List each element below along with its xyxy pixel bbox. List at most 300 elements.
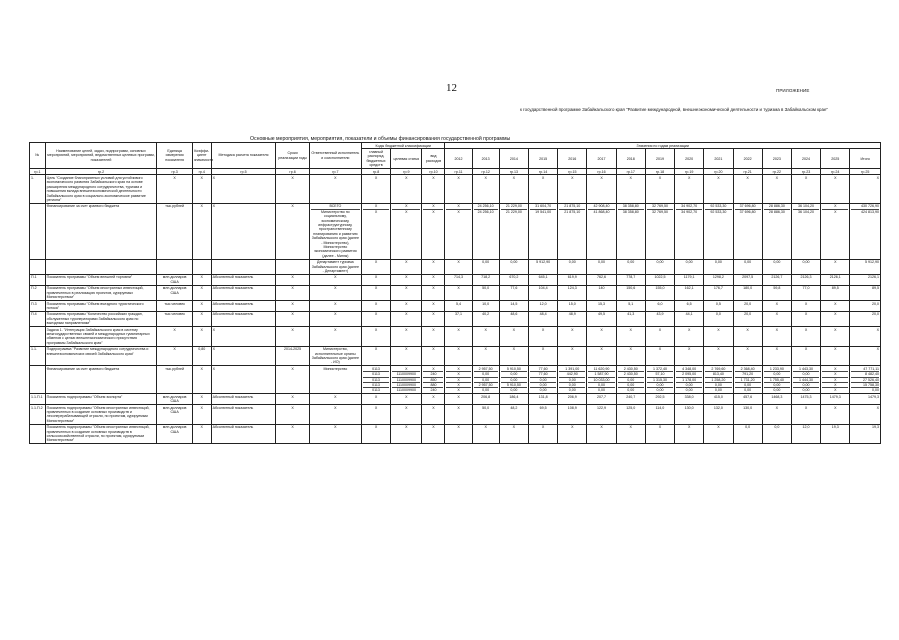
cell-method: X [211,346,276,366]
cell-part: 0,00 [588,387,614,392]
column-number: гр.10 [422,169,445,175]
cell-value [499,366,528,394]
cell-part: 0,00 [474,387,498,392]
column-number: гр.18 [645,169,674,175]
column-number: гр.20 [704,169,733,175]
cell-value: X [472,327,499,347]
cell-part: 21 229,00 [501,209,527,214]
cell-part: 5 910,50 [506,366,521,371]
cell-value: 59,8 [762,285,791,300]
cell-name: Показатель подпрограммы "Объем экспорта" [45,394,157,405]
cell-value: X [445,346,472,366]
cell-name [45,259,157,274]
cell-part: 37 696,80 [739,204,756,209]
cell-value: X [675,175,704,203]
table-row [30,327,881,347]
cell-value: 415,0 [704,394,733,405]
cell-part: 1110009900 [392,377,420,382]
cell-term [276,259,309,274]
cell-value: 50,0 [472,285,499,300]
cell-coef: X [192,394,211,405]
cell-unit: млн.долларов США [157,424,192,444]
cell-target: X [391,346,422,366]
cell-executor: Департамент туризма Забайкальского края (далее - Департамент) [309,259,361,274]
cell-value: X [445,327,472,347]
cell-value: 130,0 [733,405,762,425]
cell-value: 77,0 [791,285,820,300]
cell-part: X [822,382,848,387]
cell-value [616,203,645,259]
cell-admin: X [361,175,390,203]
header-term: Сроки реализации годы [276,143,309,169]
cell-value: 0,00 [616,259,645,274]
cell-unit: тыс.человек [157,301,192,312]
cell-total: 19,3 [850,424,881,444]
cell-value: 89,5 [821,285,850,300]
cell-part: 1 443,30 [799,366,814,371]
cell-value: 0,00 [645,259,674,274]
header-target: целевая статья [391,149,422,169]
cell-target [391,366,422,394]
appendix-subtitle: к государственной программе Забайкальского края "Развитие международной, внешнеэкономической деятельности и туризма в Забайкальском крае" [520,107,828,112]
cell-total: 20,0 [850,311,881,326]
cell-value: 1179,1 [675,274,704,285]
header-year: 2025 [821,149,850,169]
cell-value: 155,0 [645,285,674,300]
table-title: Основные мероприятия, мероприятия, показатели и объемы финансирования государственной программы [250,136,511,142]
cell-value: X [733,346,762,366]
cell-value [472,203,499,259]
cell-part: 1 755,40 [764,377,790,382]
cell-name: Подпрограмма "Развитие международного сотрудничества и внешнеэкономических связей Забайкальского края" [45,346,157,366]
cell-part: X [423,209,443,214]
cell-part: X [822,209,848,214]
cell-value: 125,0 [616,405,645,425]
cell-value: X [616,175,645,203]
cell-no [30,424,46,444]
cell-value [587,366,616,394]
cell-value [733,203,762,259]
cell-admin [361,203,390,259]
appendix-title: ПРИЛОЖЕНИЕ [776,88,810,93]
cell-part: 8 482,40 [851,371,879,376]
cell-value: X [821,259,850,274]
column-number: гр.1 [30,169,46,175]
cell-part: 1 444,30 [793,377,819,382]
cell-part: 0,00 [793,382,819,387]
column-number: гр.15 [558,169,587,175]
cell-unit: млн.долларов США [157,274,192,285]
cell-value: 49,5 [587,311,616,326]
cell-value: X [616,346,645,366]
cell-value: 130,0 [675,405,704,425]
cell-unit: млн.долларов США [157,405,192,425]
cell-part: 880 [423,382,443,387]
cell-part: 47 771,11 [863,366,879,371]
cell-part: 34 902,70 [681,204,698,209]
cell-part: 0113 [363,371,389,376]
cell-target: X [391,274,422,285]
cell-no: П.3 [30,301,46,312]
cell-value: X [762,405,791,425]
cell-part: 0113 [363,387,389,392]
cell-value: X [616,424,645,444]
cell-value [675,203,704,259]
column-number: гр.12 [472,169,499,175]
cell-value: 43,9 [645,311,674,326]
column-number: гр.11 [445,169,472,175]
column-number: гр.24 [821,169,850,175]
cell-value: X [704,424,733,444]
cell-admin: X [361,346,390,366]
cell-value: 12,0 [528,301,557,312]
cell-part: 430 726,90 [861,204,879,209]
cell-coef: X [192,366,211,394]
cell-part: 41 868,40 [588,209,614,214]
cell-value: X [762,346,791,366]
cell-executor: X [309,424,361,444]
cell-part: 21 875,10 [564,204,581,209]
cell-exptype: X [422,274,445,285]
cell-value: X [821,346,850,366]
cell-value [558,203,587,259]
cell-value [472,366,499,394]
cell-total [850,203,881,259]
cell-value: 12,0 [791,424,820,444]
cell-value: 104,4 [528,285,557,300]
cell-value: 0,00 [587,259,616,274]
header-year: 2021 [704,149,733,169]
cell-executor: X [309,175,361,203]
cell-part: X [457,204,460,209]
cell-term: X [276,274,309,285]
cell-value: X [499,175,528,203]
cell-value [645,366,674,394]
cell-value: X [675,327,704,347]
cell-value: 457,6 [733,394,762,405]
cell-value: 0,00 [472,259,499,274]
table-row [30,366,881,394]
header-year: 2016 [558,149,587,169]
cell-part: 1 391,00 [565,366,580,371]
cell-value: 6,0 [645,301,674,312]
cell-exptype [422,203,445,259]
cell-name: Показатель программы "Объем внешней торговли" [45,274,157,285]
cell-part: 0,00 [474,377,498,382]
cell-admin: X [361,301,390,312]
cell-exptype: X [422,394,445,405]
cell-value: 48,9 [558,311,587,326]
column-number: гр.4 [192,169,211,175]
cell-part: 0113 [363,382,389,387]
cell-value: 186,4 [499,394,528,405]
cell-part: 38 358,80 [622,204,639,209]
cell-coef [192,259,211,274]
cell-value: X [472,424,499,444]
cell-part: 4 348,00 [682,366,697,371]
column-number: гр.22 [762,169,791,175]
column-number: гр.19 [675,169,704,175]
cell-value: 48,2 [499,405,528,425]
cell-executor: X [309,274,361,285]
cell-part: 0113 [372,366,380,371]
cell-target: X [391,311,422,326]
header-coef: Коэффи-циент значимости [192,143,211,169]
cell-value: X [675,424,704,444]
cell-part: 442,90 [559,371,585,376]
cell-part: 34 902,70 [676,209,702,214]
cell-value [499,203,528,259]
cell-method: Абсолютный показатель [211,274,276,285]
cell-value [762,203,791,259]
cell-part: 37 696,80 [735,209,761,214]
cell-part: 0,00 [793,387,819,392]
cell-part: 11 620,90 [593,366,610,371]
column-number: гр.2 [45,169,157,175]
cell-part: X [446,209,470,214]
cell-value: X [587,346,616,366]
cell-value: X [499,346,528,366]
cell-value: 124,3 [558,285,587,300]
cell-value: 2126,1 [821,274,850,285]
cell-part: 2 769,60 [711,366,726,371]
cell-value [704,203,733,259]
cell-value: 2126,3 [791,274,820,285]
cell-part: 2 430,50 [623,366,638,371]
cell-value [704,366,733,394]
cell-value: 2097,5 [733,274,762,285]
cell-value: 15,0 [558,301,587,312]
cell-method: Абсолютный показатель [211,285,276,300]
cell-value: X [762,301,791,312]
cell-part: 1 315,30 [647,377,673,382]
cell-no: П.1 [30,274,46,285]
cell-total: 89,5 [850,285,881,300]
cell-value: X [472,175,499,203]
cell-term: X [276,424,309,444]
cell-unit: X [157,327,192,347]
cell-part: 77,60 [530,371,556,376]
cell-value: 714,3 [445,274,472,285]
cell-part: 24 256,10 [477,204,494,209]
cell-value: X [645,346,674,366]
cell-exptype: X [422,259,445,274]
cell-value: X [791,405,820,425]
cell-part: X [457,366,460,371]
cell-value [616,366,645,394]
cell-term: X [276,285,309,300]
cell-part: 1110009900 [392,387,420,392]
cell-part: X [374,204,378,209]
cell-value: X [445,285,472,300]
cell-executor [309,203,361,259]
header-name: Наименование целей, задач, подпрограмм, основных мероприятий, мероприятий, ведомственных целевых программ, показателей [45,143,157,169]
cell-target: X [391,301,422,312]
cell-part: 0,00 [618,377,644,382]
cell-value [528,203,557,259]
cell-unit: тыс.человек [157,311,192,326]
cell-no [30,259,46,274]
cell-part: 77,60 [538,366,548,371]
cell-part: X [432,204,435,209]
program-table [29,142,881,444]
table-row [30,301,881,312]
cell-value: X [558,424,587,444]
cell-part: 42 908,40 [593,204,610,209]
cell-value: 50,0 [472,405,499,425]
cell-part: 0,00 [705,387,731,392]
cell-part: X [446,382,470,387]
cell-value: X [587,424,616,444]
cell-method: X [211,366,276,394]
cell-value [821,366,850,394]
cell-value: X [645,175,674,203]
cell-value: 131,8 [528,394,557,405]
cell-value: 338,0 [675,394,704,405]
header-exptype: вид расходов [422,149,445,169]
cell-value: X [791,301,820,312]
cell-method: Абсолютный показатель [211,405,276,425]
cell-value [587,203,616,259]
cell-value: 206,8 [472,394,499,405]
cell-name: Финансирование за счет краевого бюджета [45,203,157,259]
table-row [30,394,881,405]
cell-part: 24 256,10 [474,209,498,214]
cell-value: 108,9 [558,405,587,425]
cell-part: X [392,209,420,214]
cell-no: П.2 [30,285,46,300]
cell-part: 0,00 [647,387,673,392]
cell-admin: X [361,274,390,285]
cell-method: X [211,203,276,259]
cell-value: 6,5 [675,301,704,312]
cell-value: X [821,175,850,203]
cell-part: 0,00 [793,371,819,376]
cell-executor: X [309,405,361,425]
cell-value: 140 [587,285,616,300]
cell-part: 1 372,40 [652,366,667,371]
cell-total: 1479,3 [850,394,881,405]
cell-coef: 0,80 [192,346,211,366]
cell-part: 57,10 [647,371,673,376]
cell-exptype: X [422,327,445,347]
column-number: гр.5 [211,169,276,175]
cell-coef: X [192,311,211,326]
cell-part: 0,00 [501,377,527,382]
cell-value: 132,0 [704,405,733,425]
cell-value: X [704,175,733,203]
cell-part: 1110009900 [392,382,420,387]
cell-value: 718,2 [472,274,499,285]
page-number: 12 [446,82,457,94]
cell-part: 1 731,20 [735,377,761,382]
cell-part: 28 886,30 [768,204,785,209]
cell-part: 0,00 [474,371,498,376]
cell-value: 0,00 [791,259,820,274]
cell-no: 1.1. [30,346,46,366]
cell-admin: X [361,311,390,326]
cell-executor: X [309,394,361,405]
cell-part: 0,00 [735,382,761,387]
cell-part: X [363,209,389,214]
cell-target: X [391,285,422,300]
table-row [30,311,881,326]
cell-value: 37,1 [445,311,472,326]
cell-value: 10,0 [472,301,499,312]
header-no: № [30,143,46,169]
cell-executor: Министерство, исполнительные органы Забайкальского края (далее - ИО) [309,346,361,366]
cell-value: 292,5 [645,394,674,405]
header-year: 2015 [528,149,557,169]
column-number: гр.21 [733,169,762,175]
cell-total: X [850,405,881,425]
header-admin: главный распоряд. бюджетных средств [361,149,390,169]
cell-value [445,366,472,394]
column-number: гр.13 [499,169,528,175]
cell-value [791,203,820,259]
cell-value: X [445,259,472,274]
cell-executor: X [309,285,361,300]
cell-value: 1479,3 [821,394,850,405]
cell-value: X [791,346,820,366]
cell-value: 0,00 [499,259,528,274]
cell-value: 48,6 [499,311,528,326]
cell-total: 20,0 [850,301,881,312]
table-row [30,203,881,259]
cell-part: X [446,377,470,382]
cell-term: X [276,311,309,326]
table-row [30,424,881,444]
cell-term: X [276,405,309,425]
column-number: гр.8 [361,169,390,175]
header-unit: Единица измерения показателя [157,143,192,169]
cell-value [733,366,762,394]
cell-part: 0,00 [588,382,614,387]
cell-part: 1110009900 [392,371,420,376]
header-year: 2013 [472,149,499,169]
cell-value: 2126,7 [762,274,791,285]
cell-exptype: X [422,311,445,326]
cell-value: X [762,327,791,347]
header-budget-group: Коды бюджетной классификации [361,143,445,149]
header-total: Итого [850,149,881,169]
cell-part: 0,00 [647,382,673,387]
table-row [30,405,881,425]
cell-part: 15 758,30 [851,382,879,387]
cell-value: 778,7 [616,274,645,285]
cell-method: X [211,175,276,203]
cell-value: X [616,327,645,347]
cell-value [645,203,674,259]
cell-value: 207,7 [587,394,616,405]
cell-value: X [558,175,587,203]
cell-target: X [391,394,422,405]
cell-part: 0,00 [559,387,585,392]
cell-part: X [822,387,848,392]
cell-term: X [276,394,309,405]
cell-value: X [528,424,557,444]
cell-exptype: X [422,424,445,444]
cell-no [30,203,46,259]
column-number: гр.3 [157,169,192,175]
header-year: 2022 [733,149,762,169]
cell-part: 27 526,40 [851,377,879,382]
cell-value: X [499,424,528,444]
cell-method: Абсолютный показатель [211,424,276,444]
header-year: 2014 [499,149,528,169]
cell-exptype: X [422,285,445,300]
cell-value: X [528,327,557,347]
